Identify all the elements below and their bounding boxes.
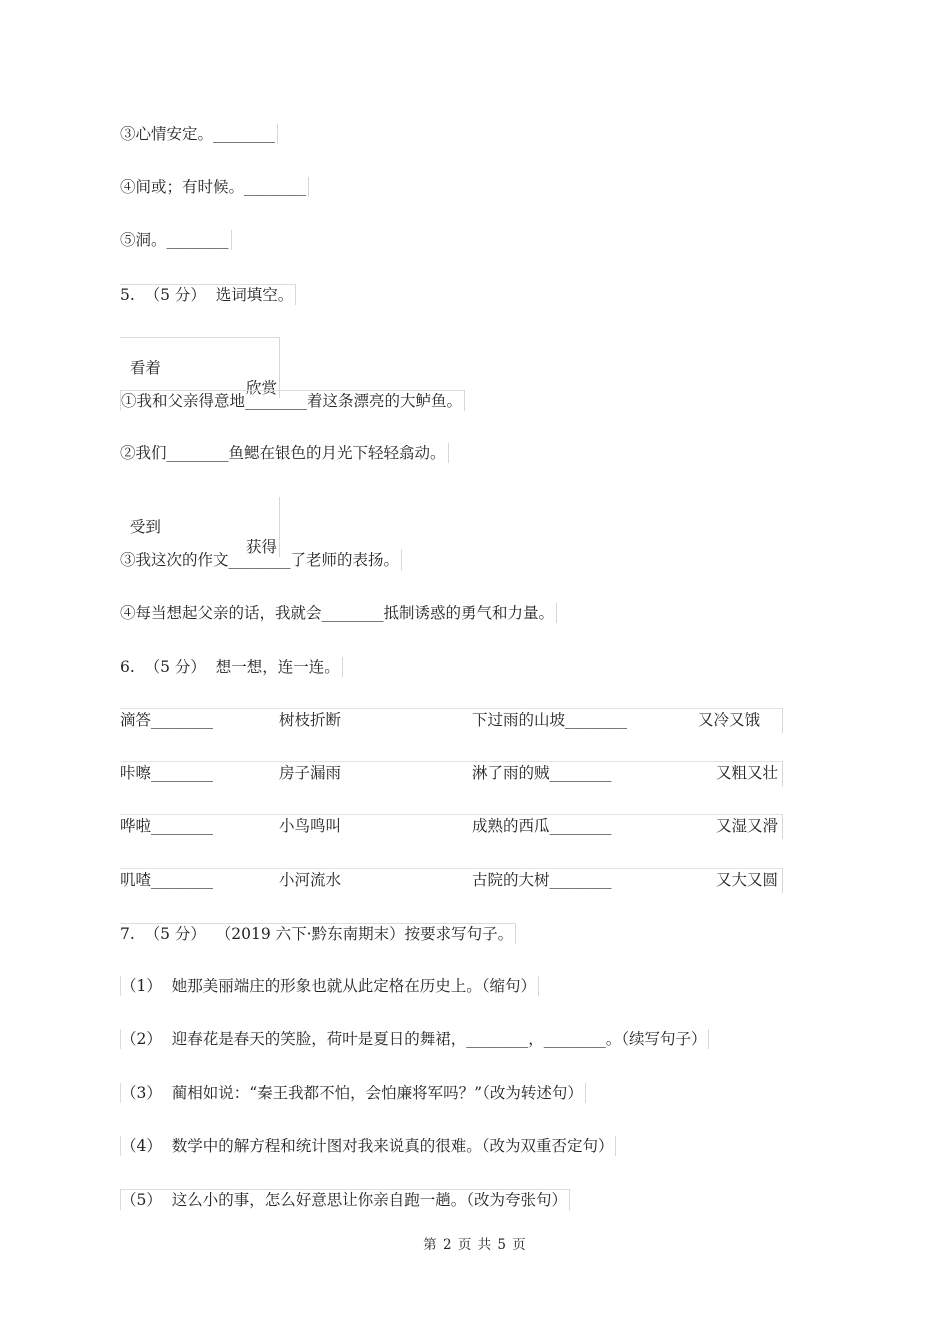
q5-word-group-1 — [120, 337, 280, 398]
q6-object-2: 淋了雨的贼________ — [472, 764, 612, 782]
q7-item-1: （1） 她那美丽端庄的形象也就从此定格在历史上。（缩句） — [120, 976, 539, 996]
q6-sound-4: 叽喳________ — [120, 871, 214, 889]
q6-scene-2: 房子漏雨 — [279, 764, 342, 782]
q6-row-3 — [120, 814, 783, 839]
q7-item-2: （2） 迎春花是春天的笑脸，荷叶是夏日的舞裙，________，________。（续写句子） — [120, 1029, 709, 1049]
q5-word-huode: 获得 — [246, 538, 278, 556]
q6-desc-3: 又湿又滑 — [716, 817, 779, 835]
q6-desc-4: 又大又圆 — [716, 871, 779, 889]
q5-sentence-2: ②我们________鱼鳃在银色的月光下轻轻翕动。 — [120, 443, 449, 463]
q6-object-4: 古院的大树________ — [472, 871, 612, 889]
q6-row-4 — [120, 868, 783, 893]
q6-row-2 — [120, 761, 783, 786]
q5-title: 5. （5 分） 选词填空。 — [120, 284, 296, 305]
q5-word-kanzhe: 看着 — [129, 359, 161, 377]
q5-sentence-3: ③我这次的作文________了老师的表扬。 — [120, 550, 402, 570]
q4-item-3: ③心情安定。________ — [120, 124, 278, 144]
q6-desc-1: 又冷又饿 — [698, 711, 761, 729]
page-number: 第 2 页 共 5 页 — [423, 1237, 527, 1253]
q7-title: 7. （5 分） （2019 六下·黔东南期末）按要求写句子。 — [120, 923, 516, 944]
q6-title: 6. （5 分） 想一想，连一连。 — [120, 657, 343, 677]
q6-scene-1: 树枝折断 — [279, 711, 342, 729]
q6-sound-1: 滴答________ — [120, 711, 214, 729]
q5-sentence-4: ④每当想起父亲的话，我就会________抵制诱惑的勇气和力量。 — [120, 603, 557, 623]
q6-scene-4: 小河流水 — [279, 871, 342, 889]
q6-sound-2: 咔嚓________ — [120, 764, 214, 782]
q5-word-xinshang: 欣赏 — [246, 379, 278, 397]
q4-item-5: ⑤洞。________ — [120, 230, 232, 250]
q4-item-4: ④间或；有时候。________ — [120, 177, 309, 197]
q6-sound-3: 哗啦________ — [120, 817, 214, 835]
q6-object-3: 成熟的西瓜________ — [472, 817, 612, 835]
q5-word-shoudao: 受到 — [129, 518, 161, 536]
q6-desc-2: 又粗又壮 — [716, 764, 779, 782]
q7-item-3: （3） 蔺相如说：“秦王我都不怕，会怕廉将军吗？”（改为转述句） — [120, 1083, 586, 1103]
q6-scene-3: 小鸟鸣叫 — [279, 817, 342, 835]
q5-sentence-1: ①我和父亲得意地________着这条漂亮的大鲈鱼。 — [120, 390, 465, 411]
q5-word-group-2 — [120, 497, 280, 557]
q6-object-1: 下过雨的山坡________ — [472, 711, 628, 729]
q7-item-5: （5） 这么小的事，怎么好意思让你亲自跑一趟。（改为夸张句） — [120, 1189, 570, 1210]
q7-item-4: （4） 数学中的解方程和统计图对我来说真的很难。（改为双重否定句） — [120, 1136, 616, 1156]
q6-row-1 — [120, 708, 783, 733]
